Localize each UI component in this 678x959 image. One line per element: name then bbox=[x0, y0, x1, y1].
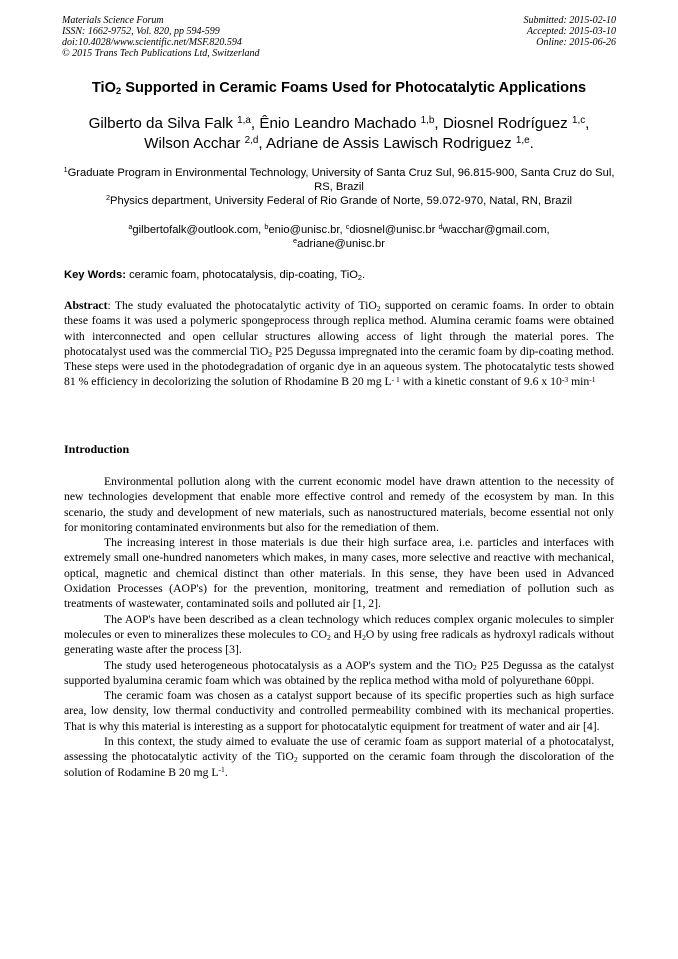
copyright-line: © 2015 Trans Tech Publications Ltd, Switzerland bbox=[62, 48, 260, 59]
paragraph: Environmental pollution along with the current economic model have drawn attention to the necessity of new technologies development that enable more effective control and remedy of the ecosystem by man. In this scenario, the study and development of new materials, such as nanostructured materials, become essential not only for monitoring contaminated environments but also for the remediation of them. bbox=[64, 475, 614, 534]
paragraph: The study used heterogeneous photocatalysis as a AOP's system and the TiO$_2$ P25 Degussa as the catalyst supported byalumina ceramic foam which was obtained by the replica method witha mold of polyurethane 60ppi. bbox=[64, 658, 614, 687]
issn-line: ISSN: 1662-9752, Vol. 820, pp 594-599 bbox=[62, 26, 220, 37]
author-name: Adriane de Assis Lawisch Rodriguez bbox=[265, 135, 516, 152]
keywords-label: Key Words: bbox=[64, 269, 126, 281]
affiliation-2: $^2$Physics department, University Federal of Rio Grande of Norte, 59.072-970, Natal, RN, Brazil bbox=[105, 193, 573, 207]
author-name: Gilberto da Silva Falk bbox=[88, 115, 238, 132]
affiliations bbox=[62, 166, 616, 208]
introduction-body bbox=[64, 474, 614, 780]
paragraph: The AOP's have been described as a clean technology which reduces complex organic molecules to simpler molecules or even to mineralizes these molecules to $CO_2$ and $H_2O$ by using free radicals as hydroxyl radicals without generating waste after the process [3]. bbox=[64, 612, 614, 657]
author-list: Gilberto da Silva Falk $^{1,a}$, Ênio Leandro Machado $^{1,b}$, Diosnel Rodríguez $^{1,c}$, Wilson Acchar $^{2,d}$, Adriane de Assis Lawisch Rodriguez $^{1,e}$. bbox=[88, 115, 590, 152]
author-name: Ênio Leandro Machado bbox=[259, 115, 421, 132]
paper-title: TiO$_2$ Supported in Ceramic Foams Used for Photocatalytic Applications bbox=[91, 80, 587, 98]
paragraph: The ceramic foam was chosen as a catalyst support because of its specific properties such as high surface area, low density, low thermal conductivity and controlled permeability combined with its mechanical properties. That is why this material is interesting as a support for photocatalytic equipment for treatment of water and air [4]. bbox=[64, 689, 614, 733]
email-link[interactable]: enio@unisc.br, bbox=[268, 224, 346, 236]
keywords: Key Words: ceramic foam, photocatalysis, dip-coating, TiO$_2$. bbox=[64, 269, 366, 282]
publication-dates bbox=[524, 15, 617, 48]
accepted-date: Accepted: 2015-03-10 bbox=[526, 26, 616, 37]
abstract: Abstract: The study evaluated the photocatalytic activity of TiO$_2$ supported on ceramic foams. In order to obtain these foams it was used a polymeric spongeprocess through replica method. Alumina ceramic foams were obtained with interconnected and open cellular structures allowing access of light through the material pores. The photocatalyst used was the commercial TiO$_2$ P25 Degussa impregnated into the ceramic foam by dip-coating method. These steps were used in the photodegradation of organic dye in an aqueous system. The photocatalytic tests showed 81 % efficiency in decolorizing the solution of Rhodamine B 20 mg $L^{- 1}$ with a kinetic constant of 9.6 x $10^{-3}$ $\min^{-1}$ bbox=[64, 299, 614, 389]
affiliation-1: $^1$Graduate Program in Environmental Technology, University of Santa Cruz Sul, 96.815-900, Santa Cruz do Sul, RS, Brazil bbox=[63, 165, 615, 193]
author-name: Wilson Acchar bbox=[144, 135, 245, 152]
journal-info bbox=[62, 15, 260, 59]
author-name: Diosnel Rodríguez bbox=[442, 115, 572, 132]
author-emails: $^a$gilbertofalk@outlook.com, $^b$enio@unisc.br, $^c$diosnel@unisc.br $^d$wacchar@gmail.com, $^e$adriane@unisc.br bbox=[128, 222, 550, 250]
paragraph: In this context, the study aimed to evaluate the use of ceramic foam as support material of a photocatalyst, assessing the photocatalytic activity of the TiO$_2$ supported on the ceramic foam through the discoloration of the solution of Rodamine B 20 mg $L^{-1}$. bbox=[64, 735, 614, 779]
email-link[interactable]: wacchar@gmail.com, bbox=[442, 224, 550, 236]
doi-line: doi:10.4028/www.scientific.net/MSF.820.594 bbox=[62, 37, 242, 48]
paragraph: The increasing interest in those materials is due their high surface area, i.e. particles and interfaces with extremely small one-hundred nanometers which makes, in many cases, more selective and reactive with mechanical, optical, magnetic and chemical distinct than other materials. In this sense, they have been used in Advanced Oxidation Processes (AOP's) for the prevention, monitoring, treatment and remediation of pollution such as treatments of wastewater, contaminated soils and polluted air [1, 2]. bbox=[64, 536, 614, 611]
online-date: Online: 2015-06-26 bbox=[536, 37, 616, 48]
journal-name: Materials Science Forum bbox=[62, 15, 164, 26]
email-link[interactable]: gilbertofalk@outlook.com, bbox=[132, 224, 265, 236]
abstract-label: Abstract bbox=[64, 299, 108, 312]
email-link[interactable]: diosnel@unisc.br bbox=[349, 224, 439, 236]
introduction-heading: Introduction bbox=[64, 442, 130, 456]
submitted-date: Submitted: 2015-02-10 bbox=[523, 15, 616, 26]
email-link[interactable]: adriane@unisc.br bbox=[297, 238, 385, 250]
